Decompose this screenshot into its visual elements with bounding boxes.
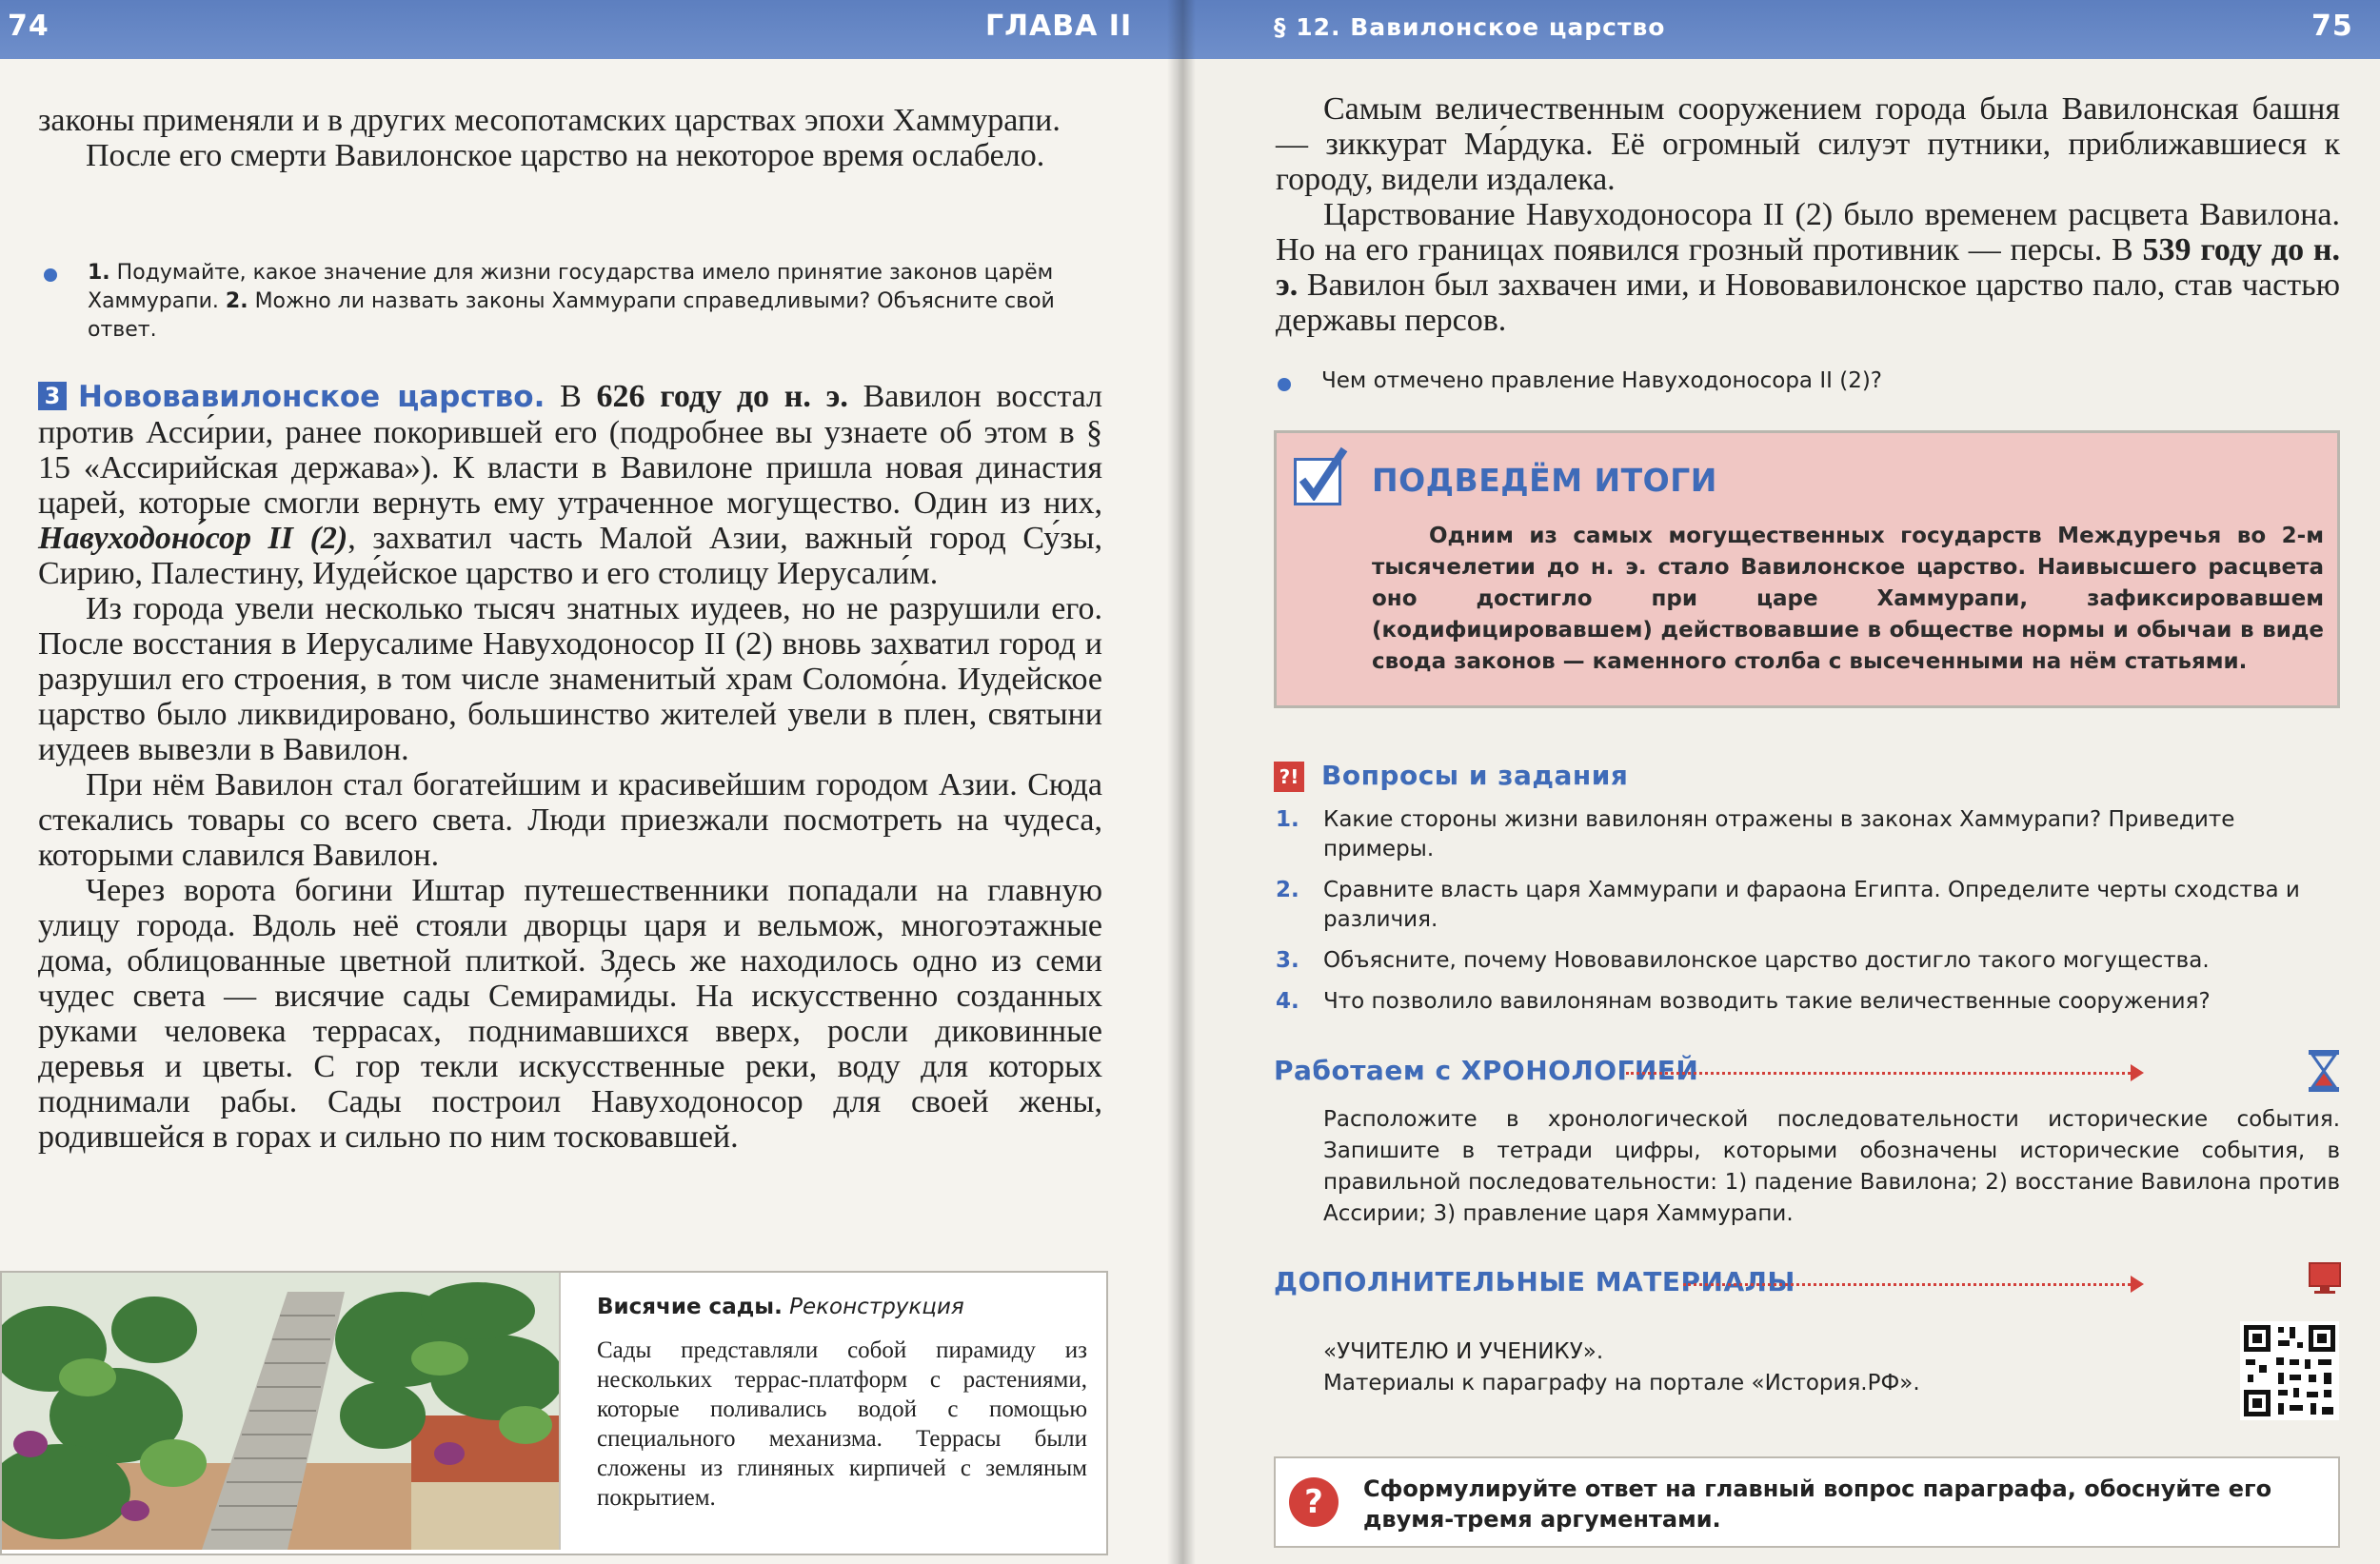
hanging-gardens-illustration: [2, 1273, 559, 1550]
chronology-dotted-line: [1626, 1072, 2131, 1075]
chronology-title: Работаем с ХРОНОЛОГИЕЙ: [1274, 1055, 1699, 1086]
summary-text: Одним из самых могущественных государств Междуречья во 2-м тысячелетии до н. э. стало Вавилонское царство. Наивысшего расцвета оно достигло при царе Хаммурапи, зафиксировавшем (кодифицировавшем) действовавшие в обществе нормы и обычаи в виде свода законов — каменного столба с высеченными на нём статьями.: [1372, 524, 2324, 674]
body-paragraph: [1276, 197, 2340, 338]
checkmark-icon: [1294, 458, 1341, 505]
question-number: 4.: [1276, 989, 1299, 1014]
caption-subtitle: Реконструкция: [789, 1295, 964, 1319]
section-title: Нововавилонское царство.: [78, 380, 545, 414]
question-number: 3.: [1276, 948, 1299, 973]
extra-dotted-line: [1683, 1283, 2131, 1286]
left-page-number: 74: [8, 10, 50, 43]
question-text: Объясните, почему Нововавилонское царство достигло такого могущества.: [1323, 948, 2210, 973]
paragraph-header: § 12. Вавилонское царство: [1274, 13, 1666, 41]
bullet-icon: [44, 268, 57, 282]
summary-box: [1274, 430, 2340, 708]
extra-materials-title: ДОПОЛНИТЕЛЬНЫЕ МАТЕРИАЛЫ: [1274, 1266, 1795, 1297]
question-text: Что позволило вавилонянам возводить такие величественные сооружения?: [1323, 989, 2211, 1014]
questions-title: Вопросы и задания: [1321, 760, 1629, 791]
monitor-icon: [2309, 1262, 2341, 1295]
chronology-text: Расположите в хронологической последовательности исторические события. Запишите в тетради цифры, которыми обозначены исторические события, в правильной последовательности: 1) падение Вавилона; 2) восстание Вавилона против Ассирии; 3) правление царя Хаммурапи.: [1323, 1107, 2340, 1226]
section-paragraph: [38, 379, 1102, 591]
questions-badge-icon: ?!: [1274, 762, 1304, 792]
section-number-badge: 3: [38, 382, 67, 410]
questions-list: [1276, 805, 2340, 1028]
caption-heading: [597, 1292, 1087, 1322]
question-text: Можно ли назвать законы Хаммурапи справедливыми? Объясните свой ответ.: [88, 289, 1055, 342]
question-number: 2.: [1276, 878, 1299, 902]
section-text: , захватил часть Малой Азии, важный город Су́зы, Сирию, Палестину, Иуде́йское царство и его столицу Иерусали́м.: [38, 521, 1102, 591]
question-prompt: Чем отмечено правление Навуходоносора II (2)?: [1321, 368, 1883, 393]
figure-box: [0, 1271, 1108, 1555]
right-header-bar: [1179, 0, 2380, 59]
right-page-number: 75: [2311, 10, 2353, 43]
final-question-box: [1274, 1456, 2340, 1548]
figure-divider: [559, 1273, 561, 1550]
bullet-icon: [1278, 378, 1291, 391]
question-number: 2.: [225, 289, 248, 313]
final-question-text: Сформулируйте ответ на главный вопрос параграфа, обоснуйте его двумя-тремя аргументами.: [1363, 1475, 2272, 1533]
left-page: [0, 0, 1179, 1564]
figure-caption: [597, 1292, 1087, 1513]
question-mark-icon: ?: [1289, 1477, 1339, 1527]
caption-title: Висячие сады.: [597, 1295, 783, 1319]
arrow-icon: [2131, 1276, 2144, 1293]
question-text: Подумайте, какое значение для жизни государства имело принятие законов царём Хаммурапи.: [88, 261, 1054, 313]
list-item: [1276, 876, 2340, 935]
question-bullet: [88, 259, 1104, 345]
question-number: 1.: [1276, 807, 1299, 832]
body-paragraph: Через ворота богини Иштар путешественники попадали на главную улицу города. Вдоль неё стояли дворцы царя и вельмож, многоэтажные дома, облицованные цветной плиткой. Здесь же находилось одно из семи чудес света — висячие сады Семирами́ды. На искусственно созданных руками человека террасах, поднимавшихся вверх, росли диковинные деревья и цветы. С гор текли искусственные реки, воду для которых поднимали рабы. Сады построил Навуходоносор для своей жены, родившейся в горах и сильно по ним тосковавшей.: [38, 873, 1102, 1155]
arrow-icon: [2131, 1064, 2144, 1081]
opening-paragraph: После его смерти Вавилонское царство на некоторое время ослабело.: [86, 138, 1045, 173]
question-text: Сравните власть царя Хаммурапи и фараона Египта. Определите черты сходства и различия.: [1323, 878, 2300, 932]
body-paragraph: Самым величественным сооружением города была Вавилонская башня — зиккурат Ма́рдука. Её огромный силуэт путники, приближавшиеся к городу, видели издалека.: [1276, 91, 2340, 197]
right-body: [1276, 91, 2340, 338]
body-date: 539 году до н. э.: [1276, 232, 2340, 303]
list-item: [1276, 946, 2340, 976]
extra-text: [1323, 1336, 1920, 1399]
book-spine-shadow: [1167, 0, 1196, 1564]
summary-title: ПОДВЕДЁМ ИТОГИ: [1372, 462, 1717, 499]
chapter-title: ГЛАВА II: [985, 10, 1133, 43]
body-paragraph: Из города увели несколько тысяч знатных иудеев, но не разрушили его. После восстания в Иерусалиме Навуходоносор II (2) вновь захватил город и разрушил его строения, в том числе знаменитый храм Соломо́на. Иудейское царство было ликвидировано, большинство жителей увели в плен, святыни иудеев вывезли в Вавилон.: [38, 591, 1102, 767]
left-header-bar: [0, 0, 1179, 59]
king-name: Навуходоно́сор II (2): [38, 521, 348, 556]
section-text: Вавилон восстал против Асси́рии, ранее покорившей его (подробнее вы узнаете об этом в § 15 «Ассирийская держава»). К власти в Вавилоне пришла новая династия царей, которые смогли вернуть ему утраченное могущество. Один из них,: [38, 379, 1103, 521]
section-text: В: [560, 379, 582, 414]
body-text: Царствование Навуходоносора II (2) было временем расцвета Вавилона. Но на его границах появился грозный противник — персы. В: [1276, 197, 2340, 267]
right-page: [1179, 0, 2380, 1564]
body-text: Вавилон был захвачен ими, и Нововавилонское царство пало, став частью державы персов.: [1276, 267, 2341, 338]
question-text: Какие стороны жизни вавилонян отражены в законах Хаммурапи? Приведите примеры.: [1323, 807, 2235, 861]
opening-text: [38, 103, 1102, 173]
section-date: 626 году до н. э.: [596, 379, 848, 414]
caption-text: Сады представляли собой пирамиду из нескольких террас-платформ с растениями, которые поливались водой с помощью специального механизма. Террасы были сложены из глиняных кирпичей с земляным покрытием.: [597, 1337, 1087, 1511]
list-item: [1276, 987, 2340, 1017]
extra-line: «УЧИТЕЛЮ И УЧЕНИКУ».: [1323, 1339, 1604, 1364]
qr-code[interactable]: [2240, 1321, 2339, 1420]
list-item: [1276, 805, 2340, 864]
opening-paragraph: законы применяли и в других месопотамских царствах эпохи Хаммурапи.: [38, 103, 1061, 138]
body-paragraph: При нём Вавилон стал богатейшим и красивейшим городом Азии. Сюда стекались товары со всего света. Люди приезжали посмотреть на чудеса, которыми славился Вавилон.: [38, 767, 1102, 873]
question-number: 1.: [88, 261, 110, 285]
extra-line: Материалы к параграфу на портале «История.РФ».: [1323, 1371, 1920, 1396]
hourglass-icon: [2307, 1050, 2341, 1092]
section-body: [38, 379, 1102, 1155]
